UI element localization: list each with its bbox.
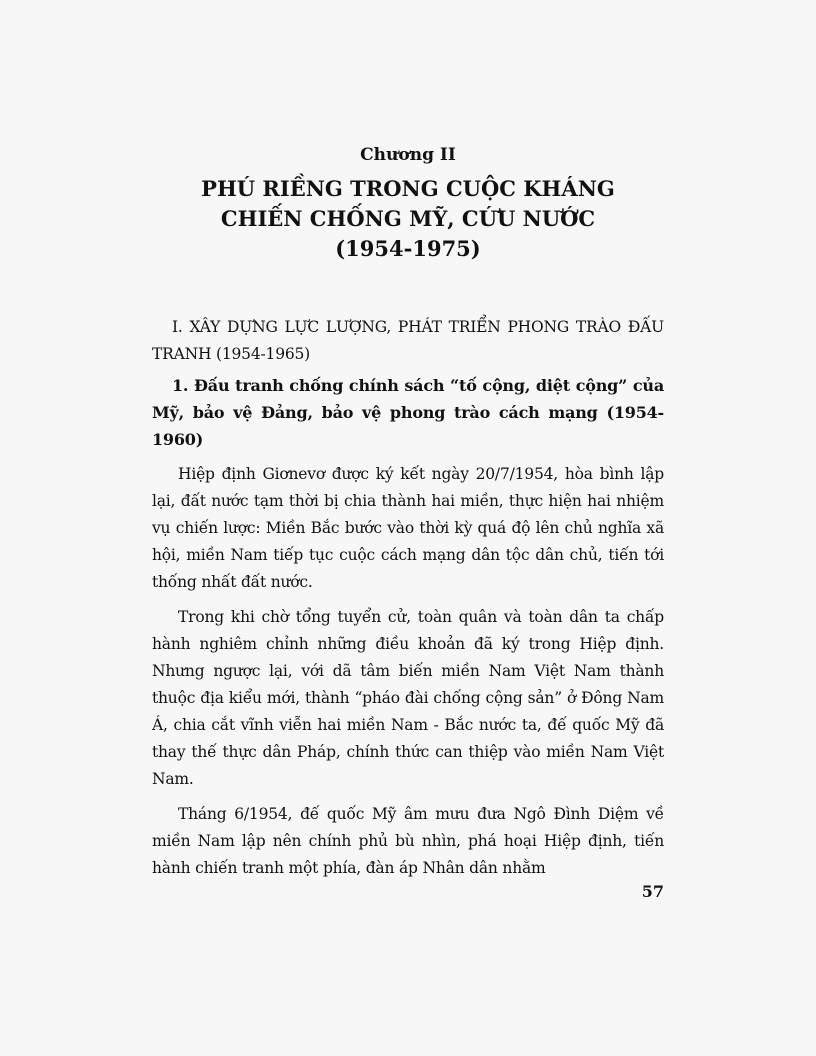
paragraph: Hiệp định Giơnevơ được ký kết ngày 20/7/1954, hòa bình lập lại, đất nước tạm thời bị chia thành hai miền, thực hiện hai nhiệm vụ chiến lược: Miền Bắc bước vào thời kỳ quá độ lên chủ nghĩa xã hội, miền Nam tiếp tục cuộc cách mạng dân tộc dân chủ, tiến tới thống nhất đất nước. bbox=[152, 465, 664, 591]
section-heading: I. XÂY DỰNG LỰC LƯỢNG, PHÁT TRIỂN PHONG TRÀO ĐẤU TRANH (1954-1965) bbox=[152, 318, 664, 363]
page-number: 57 bbox=[641, 882, 664, 901]
subsection-heading: 1. Đấu tranh chống chính sách “tố cộng, diệt cộng” của Mỹ, bảo vệ Đảng, bảo vệ phong trào cách mạng (1954-1960) bbox=[152, 376, 664, 449]
paragraph: Trong khi chờ tổng tuyển cử, toàn quân và toàn dân ta chấp hành nghiêm chỉnh những điều khoản đã ký trong Hiệp định. Nhưng ngược lại, với dã tâm biến miền Nam Việt Nam thành thuộc địa kiểu mới, thành “pháo đài chống cộng sản” ở Đông Nam Á, chia cắt vĩnh viễn hai miền Nam - Bắc nước ta, đế quốc Mỹ đã thay thế thực dân Pháp, chính thức can thiệp vào miền Nam Việt Nam. bbox=[152, 608, 664, 788]
chapter-title: PHÚ RIỀNG TRONG CUỘC KHÁNG CHIẾN CHỐNG MỸ, CỨU NƯỚC bbox=[201, 176, 615, 231]
page-content bbox=[152, 144, 664, 890]
chapter-years: (1954-1975) bbox=[335, 236, 481, 261]
chapter-label: Chương II bbox=[360, 145, 456, 165]
paragraph: Tháng 6/1954, đế quốc Mỹ âm mưu đưa Ngô Đình Diệm về miền Nam lập nên chính phủ bù nhìn, phá hoại Hiệp định, tiến hành chiến tranh một phía, đàn áp Nhân dân nhằm bbox=[152, 805, 664, 877]
